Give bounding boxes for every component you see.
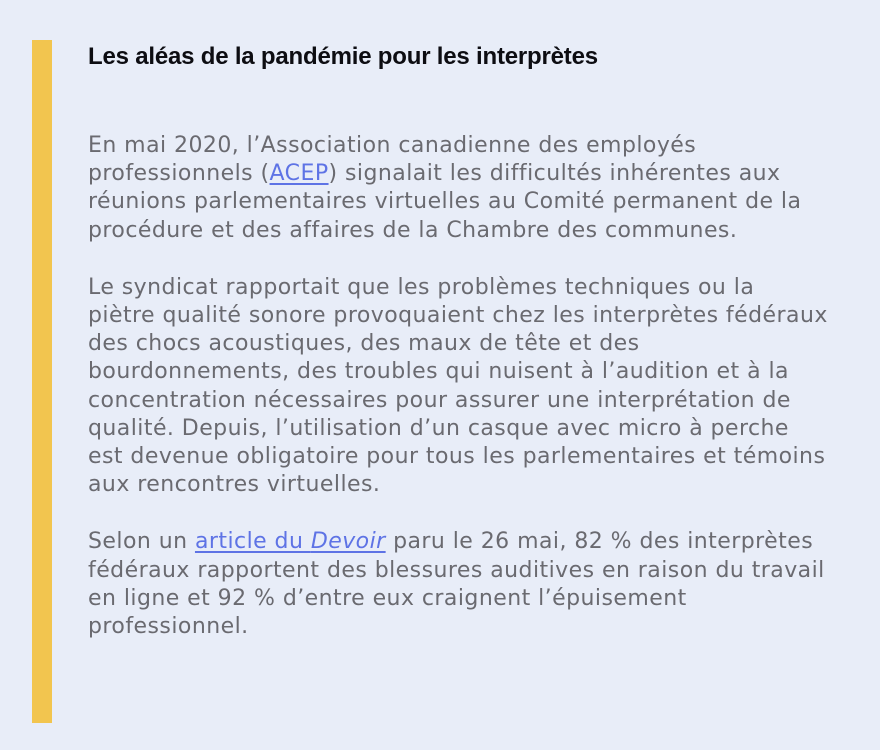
article-card: [88, 40, 828, 641]
paragraph-devoir-rest: paru le 26 mai, 82 % des interprètes fédéraux rapportent des blessures auditives en raison du travail en ligne et 92 % d’entre eux craignent l’épuisement professionnel.: [88, 529, 825, 640]
devoir-article-link[interactable]: [195, 529, 386, 554]
paragraph-syndicat: Le syndicat rapportait que les problèmes techniques ou la piètre qualité sonore provoquaient chez les interprètes fédéraux des chocs acoustiques, des maux de tête et des bourdonnements, des troubles qui nuisent à l’audition et à la concentration nécessaires pour assurer une interprétation de qualité. Depuis, l’utilisation d’un casque avec micro à perche est devenue obligatoire pour tous les parlementaires et témoins aux rencontres virtuelles.: [88, 274, 828, 498]
paragraph-acep-intro: En mai 2020, l’Association canadienne des employés professionnels (: [88, 133, 697, 187]
paragraph-acep-rest: ) signalait les difficultés inhérentes aux réunions parlementaires virtuelles au Comité permanent de la procédure et des affaires de la Chambre des communes.: [88, 161, 802, 243]
paragraph-devoir-intro: Selon un: [88, 529, 195, 555]
paragraph-acep: [88, 132, 828, 245]
article-title: Les aléas de la pandémie pour les interprètes: [88, 43, 598, 70]
acep-link[interactable]: ACEP: [269, 161, 329, 187]
devoir-link-text: article du: [194, 529, 311, 555]
devoir-link-italic: Devoir: [310, 529, 386, 555]
paragraph-devoir: [88, 528, 828, 641]
accent-bar: [32, 40, 52, 723]
